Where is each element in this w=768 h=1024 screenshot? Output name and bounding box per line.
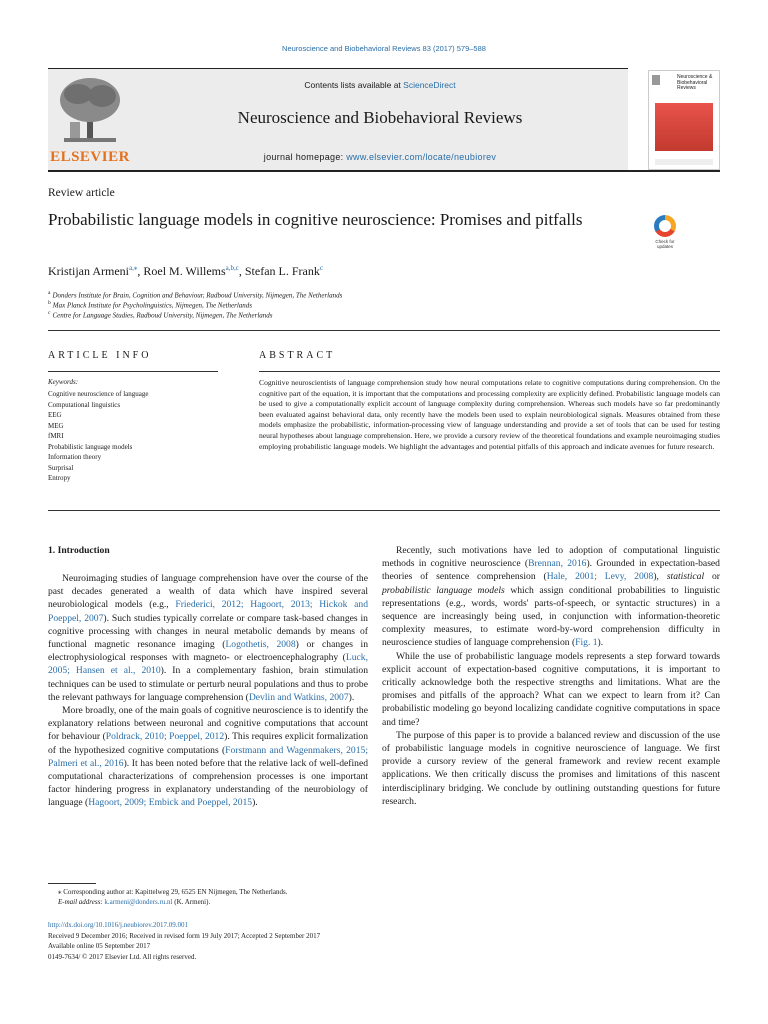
- author-affil-marker[interactable]: c: [319, 264, 323, 272]
- affiliation: [48, 300, 252, 309]
- citation-link[interactable]: Hale, 2001; Levy, 2008: [546, 571, 654, 583]
- body-text: ). In a complementary fashion, brain stimulation techniques can be used to stimulate or perturb neural populations and thus to probe the relevant pathways for language comprehension (: [48, 665, 368, 703]
- author-affil-marker[interactable]: a,⁎: [129, 264, 138, 272]
- affiliation-key: c: [48, 310, 51, 316]
- citation-link[interactable]: Fig. 1: [575, 637, 598, 649]
- keywords-label: Keywords:: [48, 378, 79, 386]
- body-text: While the use of probabilistic language models represents a step forward towards explicit account of expectation-based cognitive computations, it is important to critically acknowledge both the respective strengths and limitations. What are the promises and pitfalls of the approach? What can we expect to learn from it? Can probabilistic modeling go beyond localizing candidate cognitive computations in space and time?: [382, 650, 720, 728]
- citation-link[interactable]: Hagoort, 2009; Embick and Poeppel, 2015: [88, 797, 253, 809]
- email-line: [48, 897, 448, 907]
- article-title: Probabilistic language models in cognitive neuroscience: Promises and pitfalls: [48, 210, 583, 229]
- citation-link[interactable]: Devlin and Watkins, 2007: [248, 691, 349, 703]
- body-text: ).: [252, 797, 258, 809]
- keyword: Probabilistic language models: [48, 442, 133, 451]
- cover-image: [655, 103, 713, 151]
- body-text: ). Grounded in expectation-based theories of sentence comprehension (: [382, 558, 720, 583]
- body-text: Neuroimaging studies of language comprehension have over the course of the past decades generated a wealth of data which have inspired several neurobiological models (e.g.,: [48, 573, 368, 611]
- paragraph: [382, 650, 720, 729]
- citation-link[interactable]: Luck, 2005; Hansen et al., 2010: [48, 652, 368, 677]
- tree-icon: [50, 72, 130, 148]
- keyword: Cognitive neuroscience of language: [48, 390, 149, 398]
- author-list: Kristijan Armeni$^{a,⁎}$, Roel M. Willems$^{a,b,c}$, Stefan L. Frank$^c$: [48, 264, 323, 278]
- affiliation-key: a: [48, 290, 51, 296]
- keyword-list: [48, 389, 149, 484]
- elsevier-wordmark: ELSEVIER: [50, 149, 130, 165]
- elsevier-logo[interactable]: [50, 72, 130, 166]
- check-updates-icon: [654, 215, 676, 237]
- body-column-left: [48, 572, 368, 810]
- body-text: Recently, such motivations have led to adoption of computational linguistic methods in cognitive neuroscience (: [382, 545, 720, 570]
- section-divider: [48, 330, 720, 331]
- paragraph: [48, 572, 368, 704]
- copyright: 0149-7634/ © 2017 Elsevier Ltd. All rights reserved.: [48, 952, 197, 961]
- corresponding-author-note: ⁎ Corresponding author at: Kapittelweg 29, 6525 EN Nijmegen, The Netherlands.: [58, 888, 288, 896]
- body-text: ) or changes in electrophysiological responses with magneto- or electroencephalography (: [48, 639, 368, 664]
- keyword: Surprisal: [48, 463, 74, 472]
- keyword: Information theory: [48, 453, 102, 461]
- author-name[interactable]: Kristijan Armeni: [48, 264, 129, 278]
- abstract-bottom-divider: [48, 510, 720, 511]
- affiliation-text: Donders Institute for Brain, Cognition and Behaviour, Radboud University, Nijmegen, The Netherlands: [52, 291, 343, 300]
- body-text: which assign conditional probabilities to linguistic representations (e.g., words, words' parts-of-speech, or syntactic structures) in a sequence are increasingly being used, in conjunction with information-theoretic complexity measures, to estimate word-by-word comprehension difficulty in neuroscience studies of language comprehension (: [382, 584, 720, 649]
- body-text: ).: [597, 637, 604, 649]
- email-label: E-mail address:: [58, 898, 105, 906]
- abstract-text: Cognitive neuroscientists of language comprehension study how neural computations relate to cognitive computations during comprehension. On the cognitive part of the equation, it is important that the computations and processing complexity are explicitly defined. Probabilistic language models can be used to give a computationally explicit account of language complexity during comprehension. Whereas such models have so far predominantly been evaluated against behavioral data, only recently have the models been used to explain neurobiological signals. Measures obtained from these models emphasize the probabilistic, information-processing view of language understanding and provide a set of tools that can be used for testing neural hypotheses about language comprehension. Here, we provide a cursory review of the theoretical foundations and example neuroimaging studies employing probabilistic language models. We highlight the advantages and potential pitfalls of this approach and indicate avenues for future research.: [259, 378, 720, 451]
- homepage-prefix: journal homepage:: [263, 152, 347, 162]
- body-text: ). This requires explicit formalization of the hypothesized cognitive computations (: [48, 731, 368, 756]
- email-link[interactable]: k.armeni@donders.ru.nl: [104, 898, 173, 906]
- journal-cover-thumbnail[interactable]: [648, 70, 720, 170]
- keyword: MEG: [48, 421, 64, 430]
- citation-link[interactable]: Forstmann and Wagenmakers, 2015; Palmeri et al., 2016: [48, 744, 368, 769]
- citation-link[interactable]: Poldrack, 2010; Poeppel, 2012: [105, 731, 225, 743]
- keyword: Computational linguistics: [48, 400, 121, 409]
- contents-line: [140, 80, 620, 90]
- body-text: ),: [653, 571, 667, 583]
- footnote-divider: [48, 883, 96, 884]
- body-text: or: [704, 571, 720, 583]
- citation-link[interactable]: Friederici, 2012; Hagoort, 2013; Hickok and Poeppel, 2007: [48, 599, 368, 624]
- affiliation-text: Max Planck Institute for Psycholinguistics, Nijmegen, The Netherlands: [52, 301, 253, 310]
- author-affil-marker[interactable]: a,b,c: [225, 264, 239, 272]
- body-text: The purpose of this paper is to provide a balanced review and discussion of the use of probabilistic language models in cognitive neuroscience of language. We first provide a cursory review of the general framework and review recent example applications. We then critically discuss the promises and limitations of this nascent interdisciplinary bridging. We conclude by outlining outstanding questions for future research.: [382, 729, 720, 807]
- affiliation: [48, 290, 342, 299]
- contents-prefix: Contents lists available at: [304, 80, 404, 90]
- cover-footer: [655, 159, 713, 165]
- body-text: ).: [348, 691, 355, 703]
- article-info-heading: ARTICLE INFO: [48, 350, 152, 361]
- affiliation-text: Centre for Language Studies, Radboud University, Nijmegen, The Netherlands: [52, 311, 273, 320]
- abstract-rule: [259, 371, 720, 372]
- cover-title: Neuroscience & Biobehavioral Reviews: [677, 74, 713, 91]
- journal-title: Neuroscience and Biobehavioral Reviews: [237, 108, 523, 127]
- abstract-heading: ABSTRACT: [259, 350, 336, 361]
- author-name[interactable]: Stefan L. Frank: [244, 264, 320, 278]
- received-dates: Received 9 December 2016; Received in revised form 19 July 2017; Accepted 2 September 2017: [48, 931, 321, 940]
- body-text: More broadly, one of the main goals of cognitive neuroscience is to identify the explanatory relations between neuronal and cognitive computations that account for behaviour (: [48, 705, 368, 743]
- keyword: fMRI: [48, 432, 64, 440]
- publication-info: [48, 920, 548, 962]
- paragraph: [48, 704, 368, 810]
- sciencedirect-link[interactable]: ScienceDirect: [403, 80, 456, 90]
- email-suffix: (K. Armeni).: [172, 898, 211, 906]
- citation-link[interactable]: Brennan, 2016: [528, 558, 587, 570]
- banner-divider: [48, 170, 720, 172]
- emphasis-text: probabilistic language models: [382, 584, 505, 596]
- check-for-updates-button[interactable]: [648, 215, 682, 253]
- keyword: Entropy: [48, 474, 71, 482]
- homepage-line: [140, 152, 620, 162]
- citation-link[interactable]: Logothetis, 2008: [225, 639, 296, 651]
- affiliation: [48, 310, 272, 319]
- body-column-right: [382, 544, 720, 808]
- article-info-rule: [48, 371, 218, 372]
- online-date: Available online 05 September 2017: [48, 942, 151, 950]
- section-heading-introduction: 1. Introduction: [48, 545, 110, 556]
- author-name[interactable]: Roel M. Willems: [143, 264, 226, 278]
- keyword: EEG: [48, 411, 62, 419]
- paragraph: [382, 544, 720, 650]
- body-text: ). Such studies typically correlate or compare task-based changes in cognitive processing with changes in neural metabolic demands by means of functional magnetic resonance imaging (: [48, 612, 368, 651]
- homepage-link[interactable]: www.elsevier.com/locate/neubiorev: [346, 152, 497, 162]
- footnote: [48, 887, 448, 907]
- body-text: ). It has been noted before that the relative lack of well-defined computational characterizations of comprehension processes is one important factor hindering progress in explanatory understanding of the neurobiology of language (: [48, 757, 368, 809]
- emphasis-text: statistical: [666, 571, 705, 583]
- doi-link[interactable]: http://dx.doi.org/10.1016/j.neubiorev.2017.09.001: [48, 921, 188, 929]
- cover-logo-icon: [652, 75, 660, 85]
- affiliation-key: b: [48, 300, 51, 306]
- article-type: Review article: [48, 187, 115, 199]
- paragraph: [382, 729, 720, 808]
- check-updates-label: Check for updates: [655, 239, 675, 249]
- journal-reference[interactable]: Neuroscience and Biobehavioral Reviews 83 (2017) 579–588: [282, 44, 486, 53]
